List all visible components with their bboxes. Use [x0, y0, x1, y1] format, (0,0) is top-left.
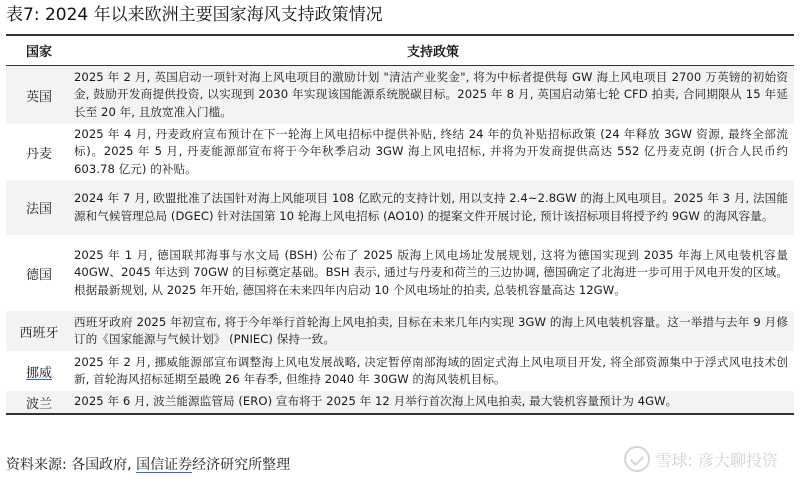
policy-cell: 2025 年 1 月, 德国联邦海事与水文局 (BSH) 公布了 2025 版海上风电场址发展规划, 这将为德国实现到 2035 年海上风电装机容量 40GW、2045 年达到 70GW 的目标奠定基础。BSH 表示, 通过与丹麦和荷兰的三边协调, 德国确定了北海进一步可用于风电开发的区域。根据最新规划, 从 2025 年开始, 德国将在未来四年内启动 10 个风电场址的拍卖, 总装机容量高达 12GW。: [74, 247, 788, 297]
policy-cell: 2025 年 6 月, 波兰能源监管局 (ERO) 宣布将于 2025 年 12 月举行首次海上风电拍卖, 最大装机容量预计为 4GW。: [74, 394, 678, 409]
policy-table: [6, 34, 794, 415]
table-row: [6, 66, 794, 124]
country-cell: 丹麦: [25, 146, 52, 162]
policy-cell: 2024 年 7 月, 欧盟批准了法国针对海上风能项目 108 亿欧元的支持计划, 用以支持 2.4~2.8GW 的海上风电项目。2025 年 3 月, 法国能源和气候管理总局 (DGEC) 针对法国第 10 轮海上风电招标 (AO10) 的提案文件开展讨论, 预计该招标项目将授予约 9GW 的海风容量。: [74, 191, 788, 223]
header-country: 国家: [25, 45, 52, 60]
table-row: [6, 391, 794, 413]
country-cell: 西班牙: [19, 325, 59, 341]
table-row: [6, 235, 794, 311]
country-cell: 波兰: [25, 396, 52, 412]
country-cell: 法国: [25, 202, 52, 217]
table-row: [6, 311, 794, 351]
source-prefix: 资料来源: 各国政府,: [6, 457, 137, 473]
source-org: 国信证券: [136, 457, 193, 473]
table-row: [6, 351, 794, 391]
header-policy: 支持政策: [406, 45, 459, 60]
source-suffix: 经济研究所整理: [192, 457, 291, 473]
policy-cell: 2025 年 2 月, 挪威能源部宣布调整海上风电发展战略, 决定暂停南部海域的固定式海上风电项目开发, 将全部资源集中于浮式风电技术创新, 首轮海风招标延期至最晚 26 年春季, 但维持 2040 年 30GW 的海风装机目标。: [74, 354, 788, 386]
policy-cell: 西班牙政府 2025 年初宣布, 将于今年举行首轮海上风电拍卖, 目标在未来几年内实现 3GW 的海上风电装机容量。这一举措与去年 9 月修订的《国家能源与气候计划》 (PNIEC) 保持一致。: [74, 314, 788, 346]
country-cell: 英国: [25, 89, 52, 105]
snowball-logo-icon: [624, 446, 650, 472]
table-title: 表7: 2024 年以来欧洲主要国家海风支持政策情况: [6, 5, 383, 25]
watermark: [624, 446, 778, 472]
country-cell: 挪威: [25, 365, 52, 381]
policy-cell: 2025 年 2 月, 英国启动一项针对海上风电项目的激励计划 "清洁产业奖金", 将为中标者提供每 GW 海上风电项目 2700 万英镑的初始资金, 鼓励开发商提供投资, 以实现到 2030 年实现该国能源系统脱碳目标。2025 年 8 月, 英国启动第七轮 CFD 拍卖, 合同期限从 15 年延长至 20 年, 且放宽准入门槛。: [74, 69, 788, 119]
country-cell: 德国: [25, 267, 52, 283]
table-row: [6, 180, 794, 235]
table-header: [6, 36, 794, 66]
watermark-text: 雪球: 彦大聊投资: [655, 450, 778, 470]
table-row: [6, 124, 794, 180]
source-note: [6, 455, 290, 475]
policy-cell: 2025 年 4 月, 丹麦政府宣布预计在下一轮海上风电招标中提供补贴, 终结 24 年的负补贴招标政策 (24 年释放 3GW 资源, 最终全部流标)。2025 年 5 月, 丹麦能源部宣布将于今年秋季启动 3GW 海上风电招标, 并将为开发商提供高达 552 亿丹麦克朗 (折合人民币约 603.78 亿元) 的补贴。: [74, 126, 788, 176]
